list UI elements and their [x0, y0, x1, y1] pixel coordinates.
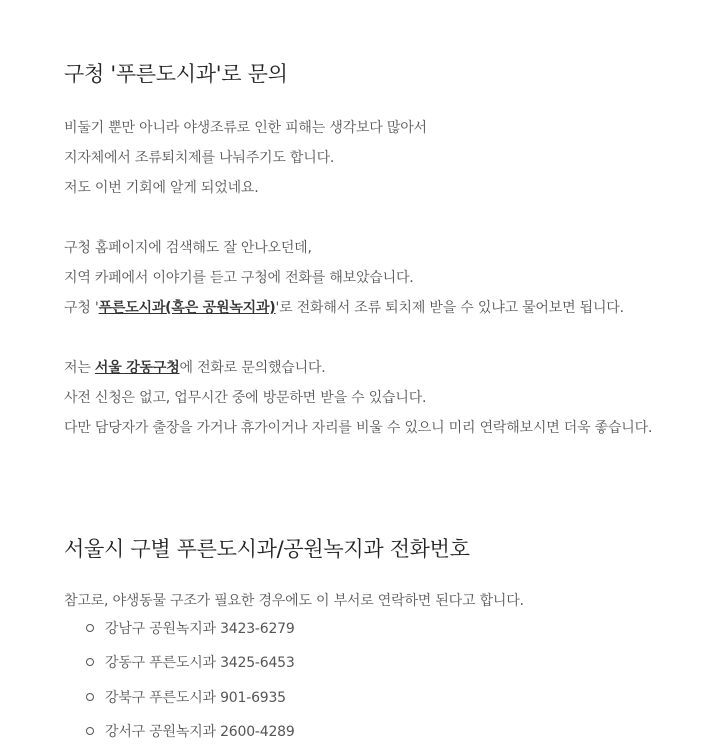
paragraph-line: 저도 이번 기회에 알게 되었네요.: [64, 180, 259, 196]
list-item-text: 강동구 푸른도시과 3425-6453: [105, 655, 295, 671]
list-item: [86, 653, 295, 673]
bullet-icon: [86, 693, 94, 701]
paragraph-line: 구청 홈페이지에 검색해도 잘 안나오던데,: [64, 240, 312, 256]
text-segment: 에 전화로 문의했습니다.: [179, 360, 326, 376]
paragraph-line: 비둘기 뿐만 아니라 야생조류로 인한 피해는 생각보다 많아서: [64, 120, 427, 136]
paragraph-line: 지자체에서 조류퇴치제를 나눠주기도 합니다.: [64, 150, 335, 166]
bullet-icon: [86, 624, 94, 632]
text-segment: 구청 ': [64, 300, 99, 316]
bullet-icon: [86, 658, 94, 666]
paragraph-line: 다만 담당자가 출장을 가거나 휴가이거나 자리를 비울 수 있으니 미리 연락해보시면 더욱 좋습니다.: [64, 420, 653, 436]
paragraph-line: 지역 카페에서 이야기를 듣고 구청에 전화를 해보았습니다.: [64, 270, 414, 286]
intro-line: 참고로, 야생동물 구조가 필요한 경우에도 이 부서로 연락하면 된다고 합니다.: [64, 593, 524, 609]
list-item: [86, 722, 295, 742]
list-item: [86, 619, 295, 639]
list-item: [86, 688, 286, 708]
paragraph-line: 사전 신청은 없고, 업무시간 중에 방문하면 받을 수 있습니다.: [64, 390, 427, 406]
text-segment: 저는: [64, 360, 95, 376]
paragraph-line-department: [64, 298, 624, 318]
paragraph-line-office: [64, 358, 326, 378]
text-segment: '로 전화해서 조류 퇴치제 받을 수 있냐고 물어보면 됩니다.: [275, 300, 624, 316]
list-item-text: 강북구 푸른도시과 901-6935: [105, 690, 286, 706]
section-title-phone-numbers: 서울시 구별 푸른도시과/공원녹지과 전화번호: [64, 537, 470, 561]
gangdong-office-link[interactable]: 서울 강동구청: [94, 360, 180, 376]
section-title-inquiry: 구청 '푸른도시과'로 문의: [64, 62, 288, 86]
list-item-text: 강남구 공원녹지과 3423-6279: [105, 621, 295, 637]
bullet-icon: [86, 727, 94, 735]
department-link[interactable]: 푸른도시과(혹은 공원녹지과): [98, 300, 276, 316]
list-item-text: 강서구 공원녹지과 2600-4289: [105, 724, 295, 740]
